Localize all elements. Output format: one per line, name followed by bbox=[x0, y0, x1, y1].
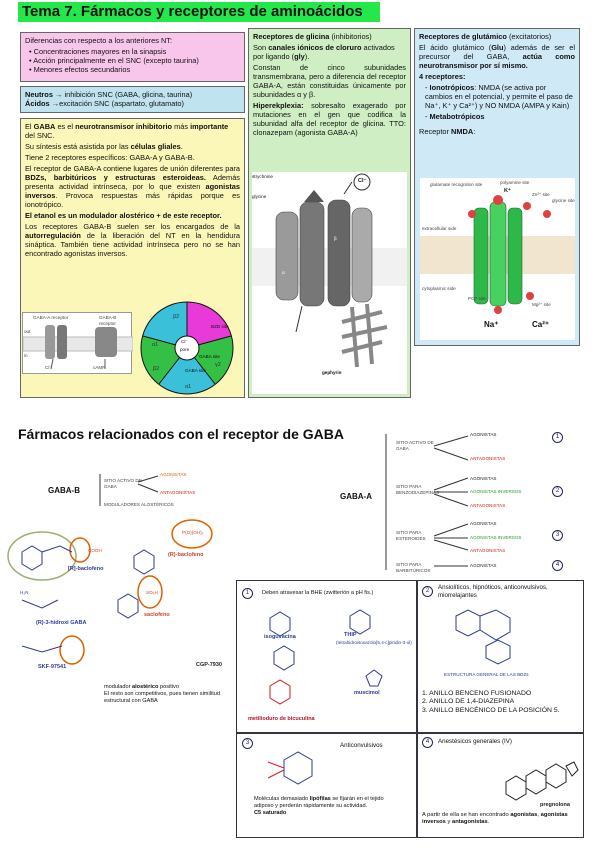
bicuculina-name: metilioduro de bicuculina bbox=[248, 716, 315, 722]
skf-name: SKF-97541 bbox=[38, 664, 67, 670]
so3h-label: SO₃H bbox=[146, 590, 158, 595]
pregnolona-name: pregnolona bbox=[540, 802, 570, 808]
bdz-list-item: 2. ANILLO DE 1,4-DIAZEPINA bbox=[422, 698, 515, 706]
t: actúa como neurotransmisor por sí mismo. bbox=[419, 52, 575, 71]
gabaa-item: ANTAGONISTAS bbox=[470, 456, 506, 461]
r-baclofeno-name: [R]-baclofeno bbox=[68, 566, 104, 572]
t: sobresalto exagerado por mutaciones en el gen que codifica la subunidad alfa del receptor de glicina. TTO: clonazepam (agonista GABA-A) bbox=[253, 101, 406, 138]
cgp-name: CGP-7930 bbox=[196, 662, 222, 668]
polyamine-site-label: polyamine site bbox=[500, 180, 530, 185]
glutamato-box: Receptores de glutámico (excitatorios) El ácido glutámico (Glu) además de ser el precursor del GABA, actúa como neurotransmisor por sí mismo. 4 receptores: - Ionotrópicos: NMDA (se activa por cambios en el potencial, y permite el paso de Na⁺, K⁺ y Ca²⁺) y NO NMDA (AMPA y Kain) - Metabotrópicos Receptor NMDA: bbox=[414, 28, 580, 346]
gabaa-item: AGONISTAS INVERSOS bbox=[470, 489, 522, 494]
differences-box bbox=[20, 32, 245, 82]
t: Receptores de glicina bbox=[253, 32, 330, 41]
t: células gliales bbox=[130, 142, 181, 152]
extracellular-label: extracellular side bbox=[422, 226, 457, 231]
pie-a1-bottom: α1 bbox=[185, 384, 192, 390]
glycine-label: glycine bbox=[252, 194, 267, 199]
gabaa-num-3: 3 bbox=[552, 530, 563, 541]
frame-divider-v bbox=[416, 580, 418, 838]
t: Además presenta actividad intrínseca, por lo que existen bbox=[25, 173, 241, 192]
t: El bbox=[25, 122, 34, 131]
t: (inhibitorios) bbox=[329, 32, 372, 41]
acidos-label: Ácidos bbox=[25, 99, 50, 109]
glutamate-site-label: glutamate recognition site bbox=[430, 182, 483, 187]
gabaa-subunits-pie bbox=[137, 300, 237, 396]
nmda-receptor-diagram bbox=[420, 178, 575, 340]
gabaa-site-2: SITIO PARA BENZODIAZEPINAS bbox=[396, 484, 440, 495]
zn-site-label: Zn²⁺ site bbox=[532, 192, 550, 197]
gabab-label: GABA-B receptor bbox=[99, 315, 117, 326]
gabab-allosteric: MODULADORES ALOSTÉRICOS bbox=[104, 502, 174, 507]
bdz-list-item: 3. ANILLO BENCÉNICO DE LA POSICIÓN 5. bbox=[422, 706, 560, 714]
gabaa-item: ANTAGONISTAS bbox=[470, 548, 506, 553]
acidos-text: →excitación SNC (aspartato, glutamato) bbox=[51, 99, 184, 109]
gabab-antagonists: ANTAGONISTAS bbox=[160, 490, 196, 495]
t: agonistas bbox=[510, 812, 538, 818]
t: Su síntesis está asistida por las bbox=[25, 142, 131, 152]
t: Moléculas demasiado bbox=[254, 796, 310, 802]
t: Son bbox=[253, 43, 269, 53]
gabab-agonists: AGONISTAS bbox=[160, 472, 187, 477]
t: A partir de ella se han encontrado bbox=[422, 812, 511, 818]
gabaa-num-1: 1 bbox=[552, 432, 563, 443]
bdz-caption: ESTRUCTURA GENERAL DE LAS BDZs bbox=[444, 672, 529, 677]
box2-num: 2 bbox=[422, 586, 433, 597]
t: Receptor bbox=[419, 127, 452, 137]
gabaa-item: AGONISTAS bbox=[470, 563, 497, 568]
po3h-label: P(O)(OH)₂ bbox=[182, 530, 204, 535]
cl-label: Cl⁻ bbox=[45, 365, 52, 370]
pie-g2: γ2 bbox=[215, 362, 221, 368]
pie-a1-left: α1 bbox=[152, 342, 159, 348]
t: El resto son competitivos, pues tienen similitud estructural con GABA bbox=[104, 690, 220, 704]
gabaa-item: AGONISTAS bbox=[470, 432, 497, 437]
t: Hiperekplexia: bbox=[253, 101, 304, 111]
t: canales iónicos de cloruro bbox=[268, 43, 362, 53]
ionotropic-text: : NMDA (se activa por cambios en el potencial, y permite el paso de Na⁺, K⁺ y Ca²⁺) y NO NMDA (AMPA y Kain) bbox=[425, 83, 573, 111]
t: . bbox=[180, 142, 183, 152]
t: gly bbox=[294, 52, 305, 62]
gabaa-num-2: 2 bbox=[552, 486, 563, 497]
gabaa-item: AGONISTAS bbox=[470, 521, 497, 526]
t: modulador bbox=[104, 684, 132, 690]
t: positivo bbox=[158, 684, 179, 690]
pie-gaba-site: GABA site bbox=[185, 368, 206, 373]
gabaa-site-1: SITIO ACTIVO DE GABA bbox=[396, 440, 434, 451]
gabaa-site-3: SITIO PARA ESTEROIDES bbox=[396, 530, 426, 541]
ionotropic-label: Ionotrópicos bbox=[429, 83, 475, 93]
alpha-label: α bbox=[282, 270, 285, 275]
box1-title: Deben atravesar la BHE (zwitterión a pH fis.) bbox=[262, 590, 374, 596]
box2-title: Ansiolíticos, hipnóticos, anticonvulsivos, miorrelajantes bbox=[438, 584, 548, 599]
glicina-subunits-text: Constan de cinco subunidades transmembrana, pero a diferencia del receptor GABA-A, están constituidas únicamente por subunidades α y β. bbox=[253, 63, 406, 100]
na-ion-label: Na⁺ bbox=[484, 320, 499, 329]
t: El receptor de GABA-A contiene lugares de unión diferentes para bbox=[25, 164, 240, 174]
gabab-active-site: SITIO ACTIVO DE GABA bbox=[104, 478, 142, 489]
glycine-receptor-diagram bbox=[252, 172, 407, 394]
t: y bbox=[445, 819, 452, 826]
gabaa-item: AGONISTAS bbox=[470, 476, 497, 481]
t: importante bbox=[190, 122, 229, 131]
pie-b2-top: β2 bbox=[173, 314, 180, 320]
gabaa-num-4: 4 bbox=[552, 560, 563, 571]
t: : bbox=[473, 127, 476, 137]
bdz-list bbox=[422, 690, 560, 715]
neutros-text: → inhibición SNC (GABA, glicina, taurina) bbox=[55, 90, 193, 99]
t: se fijarán en el tejido adiposo y perderán rápidamente su actividad. bbox=[254, 796, 384, 809]
box4-title: Anestésicos generales (IV) bbox=[438, 738, 512, 745]
k-ion-label: K⁺ bbox=[504, 188, 511, 194]
muscimol-name: muscimol bbox=[354, 690, 380, 696]
strychnine-label: strychnine bbox=[252, 174, 273, 179]
gabaa-site-4: SITIO PARA BARBITÚRICOS bbox=[396, 562, 431, 573]
barbiturate-structure bbox=[260, 748, 340, 794]
t: . bbox=[487, 819, 490, 826]
box4-text bbox=[422, 812, 580, 826]
thip-name: THIP bbox=[344, 632, 357, 638]
cl-ion-label: Cl⁻ bbox=[358, 178, 367, 184]
gabaa-item: AGONISTAS INVERSOS bbox=[470, 535, 522, 540]
cooh-label: COOH bbox=[88, 548, 102, 553]
t: BDZs, barbitúricos y estructuras esteroideas. bbox=[25, 173, 206, 183]
four-receptors-text: 4 receptores: bbox=[419, 72, 466, 82]
metabotropic-label: Metabotrópicos bbox=[429, 112, 485, 122]
out-label: out bbox=[24, 329, 31, 334]
t: es el bbox=[55, 122, 76, 131]
t: , bbox=[537, 812, 541, 818]
frame-divider-h bbox=[236, 732, 584, 734]
pie-bzd-site: BZD site bbox=[211, 324, 229, 329]
box3-num: 3 bbox=[242, 738, 253, 749]
gephyrin-label: gephyrin bbox=[322, 370, 342, 375]
hidroxi-gaba-name: (R)-3-hidroxi GABA bbox=[36, 620, 87, 626]
box4-num: 4 bbox=[422, 737, 433, 748]
t: agonistas inversos bbox=[422, 812, 568, 826]
gabab-structures bbox=[2, 512, 234, 672]
r-baclofeno-orange: (R)-baclofeno bbox=[168, 552, 204, 558]
gaba-receptors-diagram bbox=[22, 312, 132, 374]
t: de la liberación del NT en la hendidura sináptica. También tiene actividad intrínseca pero no se han encontrado agonistas inversos. bbox=[25, 231, 240, 259]
t: agonistas inversos bbox=[25, 182, 240, 201]
pie-center-pore: pore bbox=[180, 347, 190, 352]
beta-label: β bbox=[334, 236, 337, 241]
section-title: Fármacos relacionados con el receptor de GABA bbox=[18, 426, 344, 442]
saclofeno-name: saclofeno bbox=[144, 612, 170, 618]
differences-heading: Diferencias con respecto a los anteriores NT: bbox=[25, 36, 173, 45]
c5-saturado: C5 saturado bbox=[254, 809, 287, 816]
t: activados por ligando ( bbox=[253, 43, 395, 62]
gabaa-tree-root: GABA-A bbox=[340, 492, 372, 501]
in-label: in bbox=[24, 353, 28, 358]
bdz-list-item: 1. ANILLO BENCENO FUSIONADO bbox=[422, 690, 532, 697]
isoguvacina-name: isoguvacina bbox=[264, 634, 296, 640]
gabab-tree-root: GABA-B bbox=[48, 486, 80, 495]
etanol-text: El etanol es un modulador alostérico + de este receptor. bbox=[25, 211, 222, 221]
t: Los receptores GABA-B suelen ser los encargados de la bbox=[25, 222, 240, 232]
neutros-label: Neutros bbox=[25, 90, 53, 99]
gabab-modulator-note bbox=[104, 684, 234, 704]
page-title: Tema 7. Fármacos y receptores de aminoácidos bbox=[18, 2, 380, 22]
diff-item: • Menores efectos secundarios bbox=[29, 65, 240, 74]
t: autorregulación bbox=[25, 231, 81, 241]
mg-site-label: Mg²⁺ site bbox=[532, 302, 551, 307]
t: NMDA bbox=[451, 127, 474, 137]
pie-b2-bottom: β2 bbox=[153, 366, 160, 372]
cytoplasmic-label: cytoplasmic side bbox=[422, 286, 456, 291]
pie-gaba-site: GABA site bbox=[199, 354, 220, 359]
t: neurotransmisor inhibitorio bbox=[75, 122, 173, 131]
gabaa-label: GABA-A receptor bbox=[33, 315, 69, 320]
camp-label: cAMP bbox=[93, 365, 106, 370]
pregnolona-structure bbox=[500, 752, 580, 802]
t: ). bbox=[304, 52, 310, 62]
t: GABA bbox=[33, 122, 56, 131]
t: (excitatorios) bbox=[506, 32, 552, 41]
t: Receptores de glutámico bbox=[419, 32, 507, 41]
thip-desc: (tetrahidroisoxazolo[5,4-c]piridin-3-ol) bbox=[336, 640, 412, 645]
t: . Provoca respuestas más rápidas porque es ionotrópico. bbox=[25, 191, 240, 210]
t: del SNC. bbox=[25, 131, 55, 141]
t: más bbox=[172, 122, 191, 131]
t: ) además de ser el precursor del GABA, bbox=[419, 43, 575, 62]
pcp-site-label: PCP site bbox=[468, 296, 486, 301]
t: El ácido glutámico ( bbox=[419, 43, 492, 53]
diff-item: • Concentraciones mayores en la sinapsis bbox=[29, 47, 240, 56]
t: alostérico bbox=[132, 684, 159, 690]
gabaa-item: ANTAGONISTAS bbox=[470, 503, 506, 508]
t: lipófilas bbox=[309, 796, 331, 802]
box1-num: 1 bbox=[242, 588, 253, 599]
glycine-site-label: glycine site bbox=[552, 198, 575, 203]
box1-structures bbox=[256, 604, 414, 728]
diff-item: • Acción principalmente en el SNC (excepto taurina) bbox=[29, 56, 240, 65]
box3-title: Anticonvulsivos bbox=[340, 742, 383, 749]
ca-ion-label: Ca²⁺ bbox=[532, 320, 550, 329]
t: antagonistas bbox=[451, 819, 488, 826]
pie-center-cl: Cl⁻ bbox=[181, 339, 188, 344]
t: Glu bbox=[491, 43, 504, 53]
neutros-acidos-box bbox=[20, 86, 245, 113]
box3-text bbox=[254, 796, 404, 816]
bdz-structure bbox=[440, 602, 560, 672]
h2n-label: H₂N bbox=[20, 590, 29, 595]
gaba-receptors-text: Tiene 2 receptores específicos: GABA-A y GABA-B. bbox=[25, 153, 195, 163]
